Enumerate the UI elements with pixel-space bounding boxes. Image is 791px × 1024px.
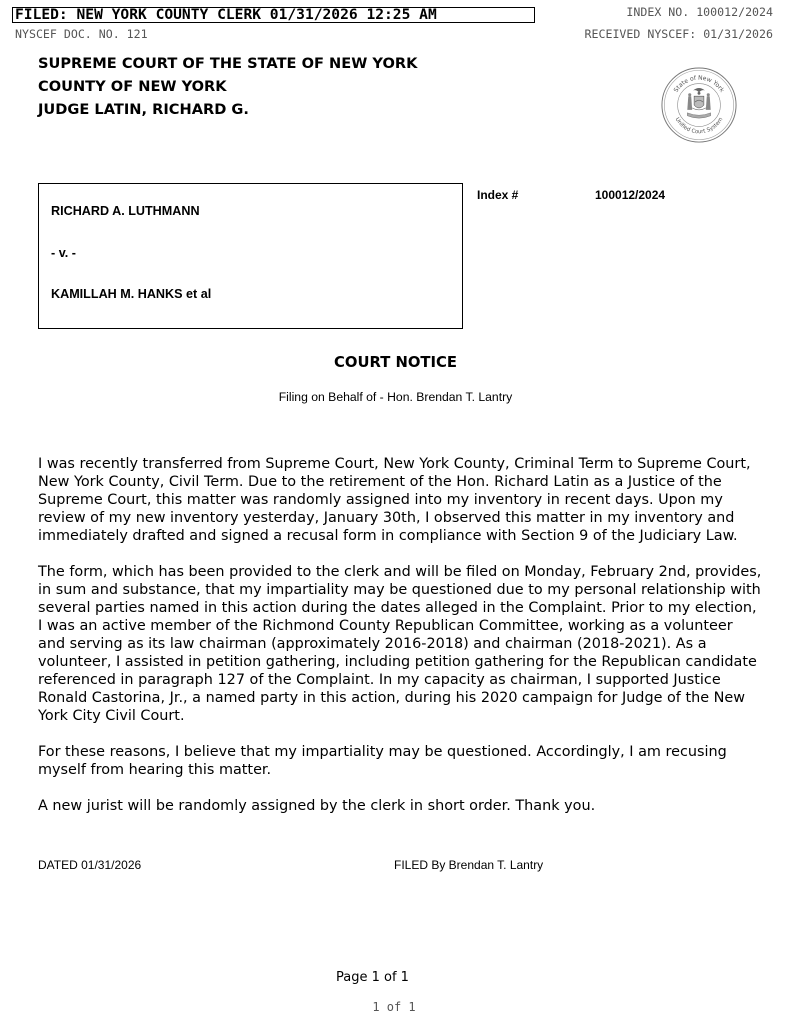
index-label: Index # [477,188,519,202]
index-number-header: INDEX NO. 100012/2024 [626,5,773,19]
court-name: SUPREME COURT OF THE STATE OF NEW YORK [38,55,418,72]
notice-title: COURT NOTICE [334,354,457,371]
notice-subtitle: Filing on Behalf of - Hon. Brendan T. Lantry [278,390,513,404]
body-paragraph: For these reasons, I believe that my impartiality may be questioned. Accordingly, I am recusing myself from hearing this matter. [38,744,727,778]
body-paragraph: A new jurist will be randomly assigned by the clerk in short order. Thank you. [38,798,596,814]
versus-label: - v. - [51,246,76,260]
body-paragraph: I was recently transferred from Supreme Court, New York County, Criminal Term to Supreme Court, New York County, Civil Term. Due to the retirement of the Hon. Richard Latin as a Justice of the Supreme Court, this matter was randomly assigned into my inventory in recent days. Upon my review of my new inventory yesterday, January 30th, I observed this matter in my inventory and immediately drafted and signed a recusal form in compliance with Section 9 of the Judiciary Law. [38,456,751,544]
dated-line: DATED 01/31/2026 [38,858,142,872]
seal-text-bottom: Unified Court System [673,116,725,136]
index-value: 100012/2024 [595,188,666,202]
seal-text-top: State of New York [672,74,726,94]
court-seal-icon [660,66,738,144]
filed-by-line: FILED By Brendan T. Lantry [394,858,544,872]
svg-text:Unified Court System [674,117,725,136]
case-caption-box [38,183,463,329]
nyscef-doc-number: NYSCEF DOC. NO. 121 [15,27,148,41]
filed-stamp: FILED: NEW YORK COUNTY CLERK 01/31/2026 12:25 AM [12,7,535,23]
plaintiff-name: RICHARD A. LUTHMANN [51,204,200,218]
page-number: Page 1 of 1 [336,970,409,985]
judge-name: JUDGE LATIN, RICHARD G. [38,101,249,118]
body-paragraph: The form, which has been provided to the clerk and will be filed on Monday, February 2nd, provides, in sum and substance, that my impartiality may be questioned due to my personal relationship with several parties named in this action during the dates alleged in the Complaint. Prior to my election, I was an active member of the Richmond County Republican Committee, working as a volunteer and serving as its law chairman (approximately 2016-2018) and chairman (2018-2021). As a volunteer, I assisted in petition gathering, including petition gathering for the Republican candidate referenced in paragraph 127 of the Complaint. In my capacity as chairman, I supported Justice Ronald Castorina, Jr., a named party in this action, during his 2020 campaign for Judge of the New York City Civil Court. [38,564,762,724]
defendant-name: KAMILLAH M. HANKS et al [51,287,212,301]
county-name: COUNTY OF NEW YORK [38,78,227,95]
notice-body [38,455,763,815]
page-footer: 1 of 1 [372,1000,416,1014]
received-nyscef-date: RECEIVED NYSCEF: 01/31/2026 [584,27,773,41]
